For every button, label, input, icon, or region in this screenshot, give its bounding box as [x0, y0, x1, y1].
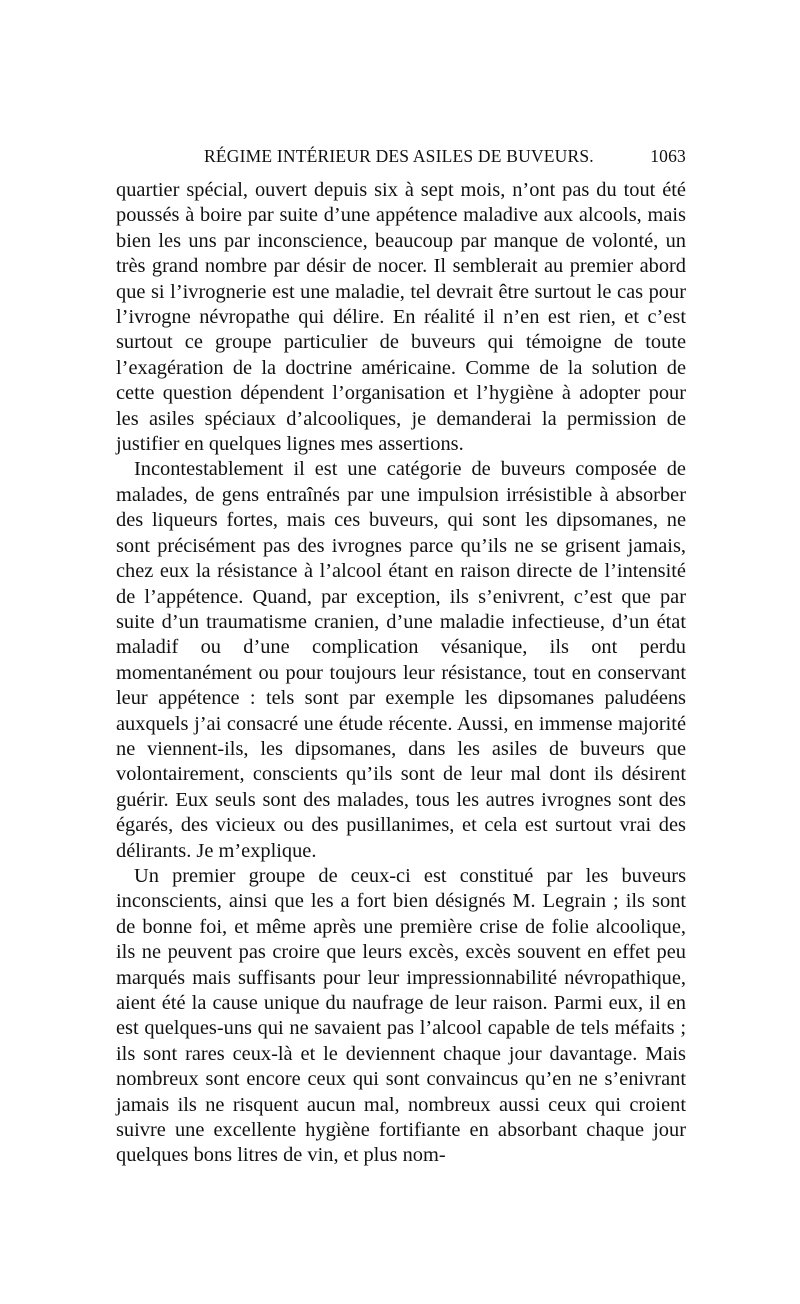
paragraph-dipsomanes: Incontestablement il est une catégorie de buveurs composée de malades, de gens entraînés par une impulsion irrésistible à absorber des liqueurs fortes, mais ces buveurs, qui sont les dipsomanes, ne sont précisément pas des ivrognes parce qu’ils ne se grisent jamais, chez eux la résistance à l’alcool étant en raison directe de l’intensité de l’appétence. Quand, par exception, ils s’enivrent, c’est que par suite d’un traumatisme cranien, d’une maladie infectieuse, d’un état maladif ou d’une complication vésanique, ils ont perdu momentanément ou pour toujours leur résistance, tout en conservant leur appétence : tels sont par exemple les dipsomanes paludéens auxquels j’ai consacré une étude récente. Aussi, en immense majorité ne viennent-ils, les dipsomanes, dans les asiles de buveurs que volontairement, conscients qu’ils sont de leur mal dont ils désirent guérir. Eux seuls sont des malades, tous les autres ivrognes sont des égarés, des vicieux ou des pusillanimes, et cela est surtout vrai des délirants. Je m’explique. [116, 458, 686, 862]
page-number: 1063 [650, 146, 686, 166]
running-title: RÉGIME INTÉRIEUR DES ASILES DE BUVEURS. [204, 146, 594, 166]
running-head [116, 146, 686, 172]
paragraph-continued: quartier spécial, ouvert depuis six à sept mois, n’ont pas du tout été poussés à boire par suite d’une appétence maladive aux alcools, mais bien les uns par inconscience, beaucoup par manque de volonté, un très grand nombre par désir de nocer. Il semblerait au premier abord que si l’ivrognerie est une maladie, tel devrait être surtout le cas pour l’ivrogne névropathe qui délire. En réalité il n’en est rien, et c’est surtout ce groupe particulier de buveurs qui témoigne de toute l’exagération de la doctrine américaine. Comme de la solution de cette question dépendent l’organisation et l’hygiène à adopter pour les asiles spéciaux d’alcooliques, je demanderai la permission de justifier en quelques lignes mes assertions. [116, 179, 686, 456]
paragraph-inconscients: Un premier groupe de ceux-ci est constitué par les buveurs inconscients, ainsi que les a fort bien désignés M. Legrain ; ils sont de bonne foi, et même après une première crise de folie alcoolique, ils ne peuvent pas croire que leurs excès, excès souvent en effet peu marqués mais suffisants pour leur impressionnabilité névropathique, aient été la cause unique du naufrage de leur raison. Parmi eux, il en est quelques-uns qui ne savaient pas l’alcool capable de tels méfaits ; ils sont rares ceux-là et le deviennent chaque jour davantage. Mais nombreux sont encore ceux qui sont convaincus qu’en ne s’enivrant jamais ils ne risquent aucun mal, nombreux aussi ceux qui croient suivre une excellente hygiène fortifiante en absorbant chaque jour quelques bons litres de vin, et plus nom- [116, 864, 686, 1167]
body-text [116, 178, 686, 1169]
